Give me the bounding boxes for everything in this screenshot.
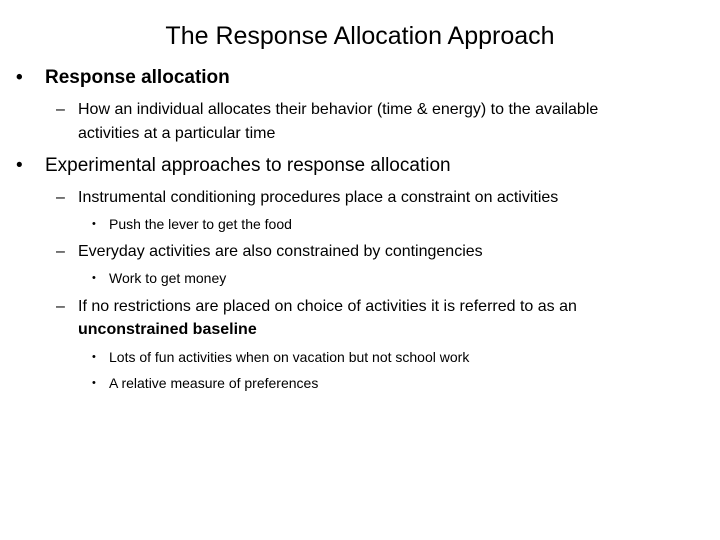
subbullet-how-allocates <box>56 99 706 141</box>
bullet-icon: • <box>92 218 96 230</box>
subbullet-text: Instrumental conditioning procedures place a constraint on activities <box>78 189 559 206</box>
dash-icon: – <box>56 101 65 118</box>
subbullet-no-restrictions <box>56 296 706 340</box>
subsubbullet-fun-activities <box>92 348 692 366</box>
subsubbullet-work-money <box>92 269 692 287</box>
subsubbullet-text: Work to get money <box>109 270 227 286</box>
subbullet-text: Everyday activities are also constrained by contingencies <box>78 243 483 260</box>
bullet-response-allocation <box>16 66 696 90</box>
subbullet-text-line1: How an individual allocates their behavior (time & energy) to the available <box>78 101 599 118</box>
dash-icon: – <box>56 298 65 315</box>
dash-icon: – <box>56 189 65 206</box>
subsubbullet-relative-measure <box>92 374 692 392</box>
bullet-icon: • <box>92 377 96 389</box>
bullet-icon: • <box>92 272 96 284</box>
bullet-text: Response allocation <box>45 67 230 88</box>
subsubbullet-text: A relative measure of preferences <box>109 375 319 391</box>
subbullet-everyday-activities <box>56 241 706 262</box>
bullet-icon: • <box>16 155 23 176</box>
subbullet-text-line2-term: unconstrained baseline <box>78 321 257 338</box>
subbullet-instrumental-conditioning <box>56 187 706 208</box>
subsubbullet-push-lever <box>92 215 692 233</box>
subsubbullet-text: Lots of fun activities when on vacation but not school work <box>109 349 470 365</box>
bullet-experimental-approaches <box>16 154 696 178</box>
dash-icon: – <box>56 243 65 260</box>
subsubbullet-text: Push the lever to get the food <box>109 216 292 232</box>
bullet-icon: • <box>16 67 23 88</box>
bullet-text: Experimental approaches to response allocation <box>45 155 451 176</box>
slide-title: The Response Allocation Approach <box>165 22 555 50</box>
subbullet-text-line2: activities at a particular time <box>78 125 276 142</box>
subbullet-text-line1: If no restrictions are placed on choice of activities it is referred to as an <box>78 298 577 315</box>
bullet-icon: • <box>92 351 96 363</box>
